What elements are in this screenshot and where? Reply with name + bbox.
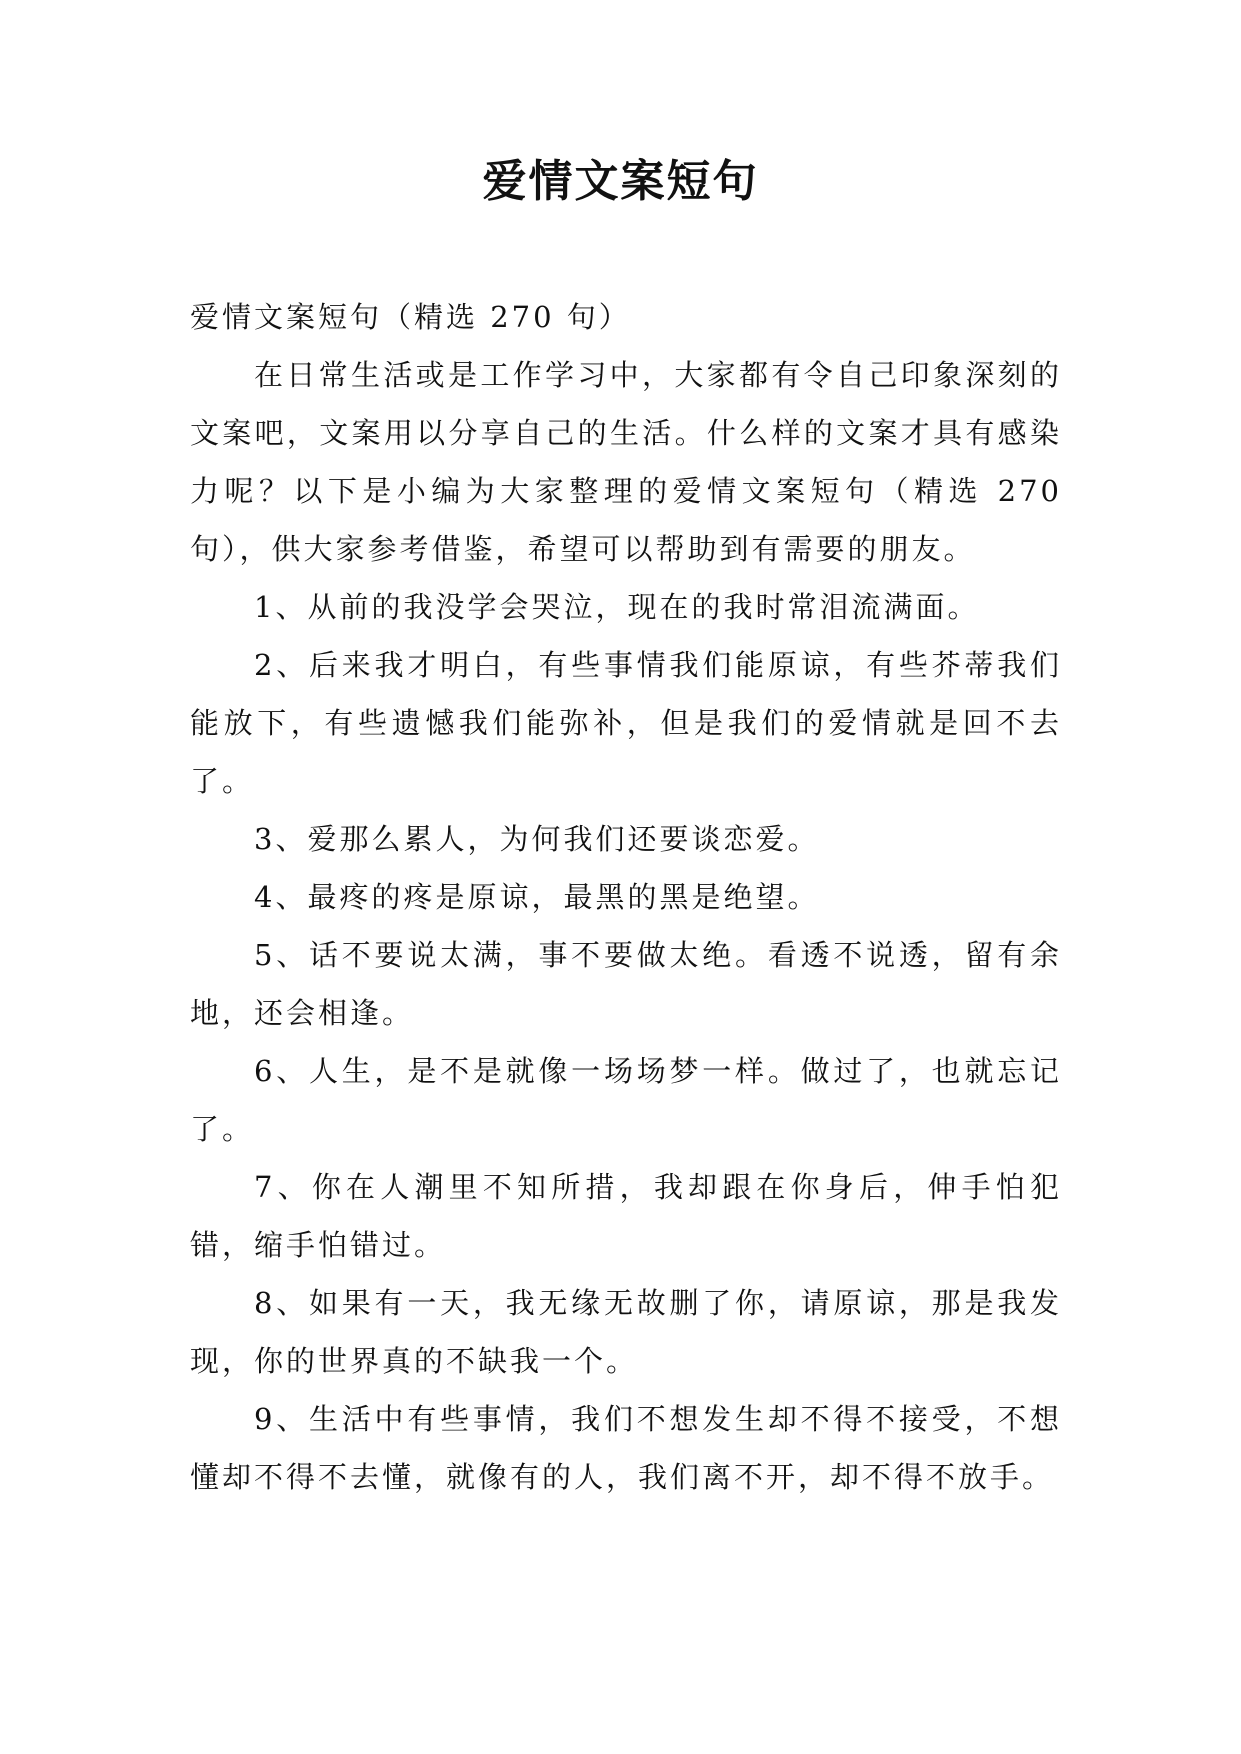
document-body <box>190 288 1062 1506</box>
list-item: 7、你在人潮里不知所措，我却跟在你身后，伸手怕犯错，缩手怕错过。 <box>190 1170 1062 1262</box>
list-item: 3、爱那么累人，为何我们还要谈恋爱。 <box>254 822 820 856</box>
intro-paragraph: 在日常生活或是工作学习中，大家都有令自己印象深刻的文案吧，文案用以分享自己的生活。什么样的文案才具有感染力呢？以下是小编为大家整理的爱情文案短句（精选 270 句），供大家参考借鉴，希望可以帮助到有需要的朋友。 <box>190 358 1062 566</box>
list-item: 1、从前的我没学会哭泣，现在的我时常泪流满面。 <box>254 590 980 624</box>
list-item: 2、后来我才明白，有些事情我们能原谅，有些芥蒂我们能放下，有些遗憾我们能弥补，但是我们的爱情就是回不去了。 <box>190 648 1062 798</box>
document-subtitle: 爱情文案短句（精选 270 句） <box>190 300 631 334</box>
list-item: 8、如果有一天，我无缘无故删了你，请原谅，那是我发现，你的世界真的不缺我一个。 <box>190 1286 1062 1378</box>
list-item: 9、生活中有些事情，我们不想发生却不得不接受，不想懂却不得不去懂，就像有的人，我们离不开，却不得不放手。 <box>190 1402 1062 1494</box>
list-item: 6、人生，是不是就像一场场梦一样。做过了，也就忘记了。 <box>190 1054 1062 1146</box>
document-title: 爱情文案短句 <box>482 156 759 207</box>
list-item: 4、最疼的疼是原谅，最黑的黑是绝望。 <box>254 880 820 914</box>
list-item: 5、话不要说太满，事不要做太绝。看透不说透，留有余地，还会相逢。 <box>190 938 1062 1030</box>
